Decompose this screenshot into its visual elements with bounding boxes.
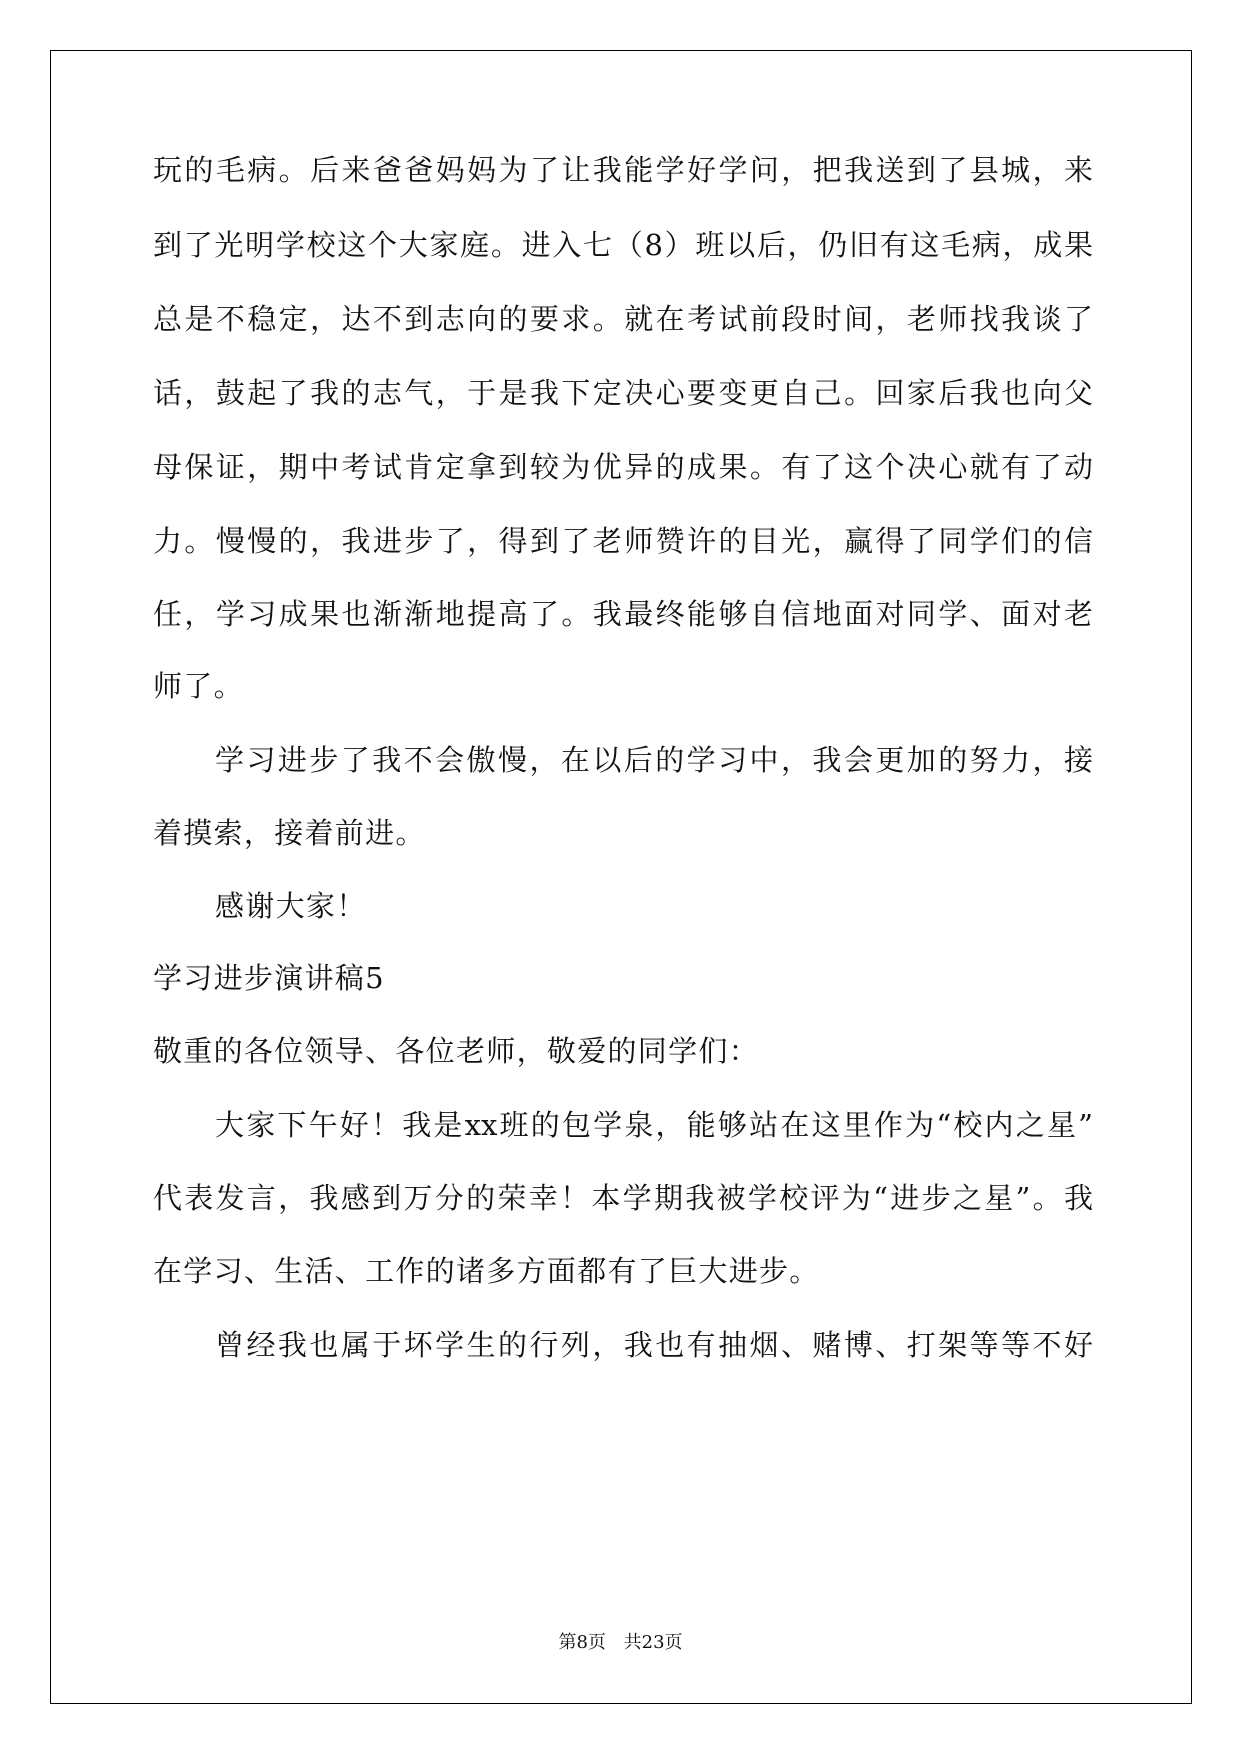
page-number: 第8页 [558, 1632, 606, 1653]
page-footer [0, 1628, 1241, 1654]
body-text-line: 代表发言，我感到万分的荣幸！本学期我被学校评为“进步之星”。我 [153, 1181, 1093, 1215]
paragraph-first-line: 曾经我也属于坏学生的行列，我也有抽烟、赌博、打架等等不好 [215, 1328, 1093, 1362]
body-text-line: 师了。 [153, 669, 244, 703]
body-text-line: 玩的毛病。后来爸爸妈妈为了让我能学好学问，把我送到了县城，来 [153, 153, 1093, 187]
body-text-line: 力。慢慢的，我进步了，得到了老师赞许的目光，赢得了同学们的信 [153, 524, 1093, 558]
paragraph-first-line: 学习进步了我不会傲慢，在以后的学习中，我会更加的努力，接 [215, 743, 1093, 777]
body-text-line: 任，学习成果也渐渐地提高了。我最终能够自信地面对同学、面对老 [153, 597, 1093, 631]
body-text-line: 在学习、生活、工作的诸多方面都有了巨大进步。 [153, 1254, 820, 1288]
paragraph-first-line: 感谢大家！ [215, 889, 367, 923]
salutation: 敬重的各位领导、各位老师，敬爱的同学们： [153, 1034, 760, 1068]
paragraph-first-line: 大家下午好！我是xx班的包学泉，能够站在这里作为“校内之星” [215, 1108, 1093, 1142]
body-text-line: 话，鼓起了我的志气，于是我下定决心要变更自己。回家后我也向父 [153, 376, 1093, 410]
body-text-line: 总是不稳定，达不到志向的要求。就在考试前段时间，老师找我谈了 [153, 302, 1093, 336]
section-heading: 学习进步演讲稿5 [153, 961, 385, 995]
body-text-line: 到了光明学校这个大家庭。进入七（8）班以后，仍旧有这毛病，成果 [153, 228, 1093, 262]
page-total: 共23页 [623, 1632, 683, 1653]
body-text-line: 母保证，期中考试肯定拿到较为优异的成果。有了这个决心就有了动 [153, 450, 1093, 484]
body-text-line: 着摸索，接着前进。 [153, 816, 426, 850]
